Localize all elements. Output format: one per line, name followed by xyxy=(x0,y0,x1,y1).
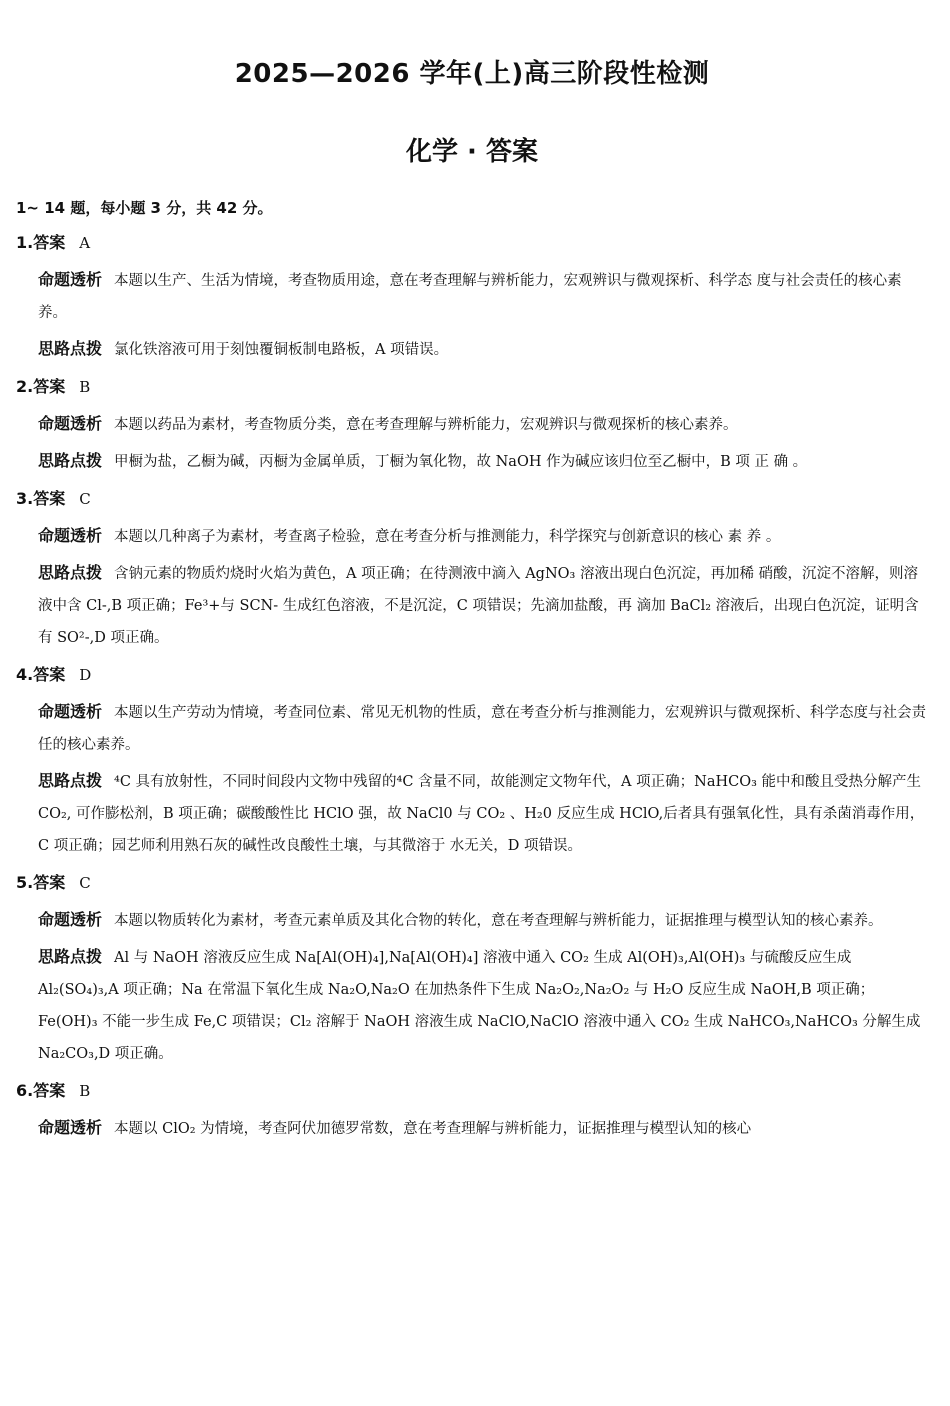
insight-label: 命题透析 xyxy=(38,270,103,289)
scoring-intro-text: 1~ 14 题，每小题 3 分，共 42 分。 xyxy=(16,199,273,217)
insight-section xyxy=(16,904,928,937)
insight-label: 命题透析 xyxy=(38,702,103,721)
question-block xyxy=(16,486,928,654)
hint-label: 思路点拨 xyxy=(38,771,103,790)
question-header xyxy=(16,374,928,400)
insight-section xyxy=(16,520,928,553)
answer-label: 答案 xyxy=(33,233,66,252)
answer-choice: C xyxy=(79,490,91,508)
answer-choice: A xyxy=(79,234,91,252)
insight-label: 命题透析 xyxy=(38,910,103,929)
question-block xyxy=(16,870,928,1070)
insight-section xyxy=(16,1112,928,1145)
question-header xyxy=(16,486,928,512)
hint-text: ⁴C 具有放射性，不同时间段内文物中残留的⁴C 含量不同，故能测定文物年代，A 项正确；NaHCO₃ 能中和酸且受热分解产生 CO₂, 可作膨松剂，B 项正确；碳酸酸性比 HClO 强，故 NaCl0 与 CO₂ 、H₂0 反应生成 HClO,后者具有强氧化性，具有杀菌消毒作用，C 项正确；园艺师利用熟石灰的碱性改良酸性土壤，与其微溶于 水无关，D 项错误。 xyxy=(38,774,925,854)
question-number: 4. xyxy=(16,665,34,684)
answer-choice: D xyxy=(79,666,92,684)
hint-section xyxy=(16,941,928,1070)
question-header xyxy=(16,1078,928,1104)
insight-text: 本题以生产劳动为情境，考查同位素、常见无机物的性质，意在考查分析与推测能力，宏观辨识与微观探析、科学态度与社会责任的核心素养。 xyxy=(38,705,927,753)
insight-text: 本题以生产、生活为情境，考查物质用途，意在考查理解与辨析能力，宏观辨识与微观探析、科学态 度与社会责任的核心素养。 xyxy=(38,273,902,321)
answer-label: 答案 xyxy=(33,1081,66,1100)
answer-label: 答案 xyxy=(33,377,66,396)
insight-section xyxy=(16,264,928,329)
hint-section xyxy=(16,333,928,366)
page-title: 2025—2026 学年(上)高三阶段性检测 xyxy=(234,59,710,89)
question-header xyxy=(16,662,928,688)
question-block xyxy=(16,1078,928,1145)
page-subtitle: 化学 · 答案 xyxy=(406,137,538,167)
question-number: 5. xyxy=(16,873,34,892)
hint-section xyxy=(16,765,928,862)
question-header xyxy=(16,870,928,896)
insight-label: 命题透析 xyxy=(38,526,103,545)
answer-choice: C xyxy=(79,874,91,892)
insight-section xyxy=(16,696,928,761)
hint-section xyxy=(16,445,928,478)
hint-text: 含钠元素的物质灼烧时火焰为黄色，A 项正确；在待测液中滴入 AgNO₃ 溶液出现白色沉淀，再加稀 硝酸，沉淀不溶解，则溶液中含 Cl-,B 项正确；Fe³+与 SCN- 生成红色溶液，不是沉淀，C 项错误；先滴加盐酸，再 滴加 BaCl₂ 溶液后，出现白色沉淀，证明含有 SO²-,D 项正确。 xyxy=(38,566,919,646)
question-number: 3. xyxy=(16,489,34,508)
answer-choice: B xyxy=(79,378,91,396)
hint-text: 甲橱为盐，乙橱为碱，丙橱为金属单质，丁橱为氧化物，故 NaOH 作为碱应该归位至乙橱中，B 项 正 确 。 xyxy=(114,454,808,470)
question-number: 6. xyxy=(16,1081,34,1100)
question-block xyxy=(16,662,928,862)
question-list xyxy=(16,230,928,1145)
question-block xyxy=(16,374,928,478)
insight-section xyxy=(16,408,928,441)
question-header xyxy=(16,230,928,256)
question-number: 2. xyxy=(16,377,34,396)
hint-label: 思路点拨 xyxy=(38,563,103,582)
question-number: 1. xyxy=(16,233,34,252)
answer-label: 答案 xyxy=(33,873,66,892)
insight-label: 命题透析 xyxy=(38,414,103,433)
hint-text: 氯化铁溶液可用于刻蚀覆铜板制电路板，A 项错误。 xyxy=(114,342,449,358)
hint-label: 思路点拨 xyxy=(38,451,103,470)
answer-label: 答案 xyxy=(33,489,66,508)
insight-label: 命题透析 xyxy=(38,1118,103,1137)
question-block xyxy=(16,230,928,366)
hint-label: 思路点拨 xyxy=(38,339,103,358)
hint-section xyxy=(16,557,928,654)
insight-text: 本题以 ClO₂ 为情境，考查阿伏加德罗常数，意在考查理解与辨析能力，证据推理与模型认知的核心 xyxy=(114,1121,752,1137)
insight-text: 本题以几种离子为素材，考查离子检验，意在考查分析与推测能力，科学探究与创新意识的核心 素 养 。 xyxy=(114,529,781,545)
insight-text: 本题以物质转化为素材，考查元素单质及其化合物的转化，意在考查理解与辨析能力，证据推理与模型认知的核心素养。 xyxy=(114,913,883,929)
insight-text: 本题以药品为素材，考查物质分类，意在考查理解与辨析能力，宏观辨识与微观探析的核心素养。 xyxy=(114,417,738,433)
hint-label: 思路点拨 xyxy=(38,947,103,966)
answer-choice: B xyxy=(79,1082,91,1100)
hint-text: Al 与 NaOH 溶液反应生成 Na[Al(OH)₄],Na[Al(OH)₄] 溶液中通入 CO₂ 生成 Al(OH)₃,Al(OH)₃ 与硫酸反应生成 Al₂(SO₄)₃,A 项正确；Na 在常温下氧化生成 Na₂O,Na₂O 在加热条件下生成 Na₂O₂,Na₂O₂ 与 H₂O 反应生成 NaOH,B 项正确；Fe(OH)₃ 不能一步生成 Fe,C 项错误；Cl₂ 溶解于 NaOH 溶液生成 NaClO,NaClO 溶液中通入 CO₂ 生成 NaHCO₃,NaHCO₃ 分解生成 Na₂CO₃,D 项正确。 xyxy=(38,950,921,1062)
scoring-intro xyxy=(16,196,928,220)
answer-label: 答案 xyxy=(33,665,66,684)
